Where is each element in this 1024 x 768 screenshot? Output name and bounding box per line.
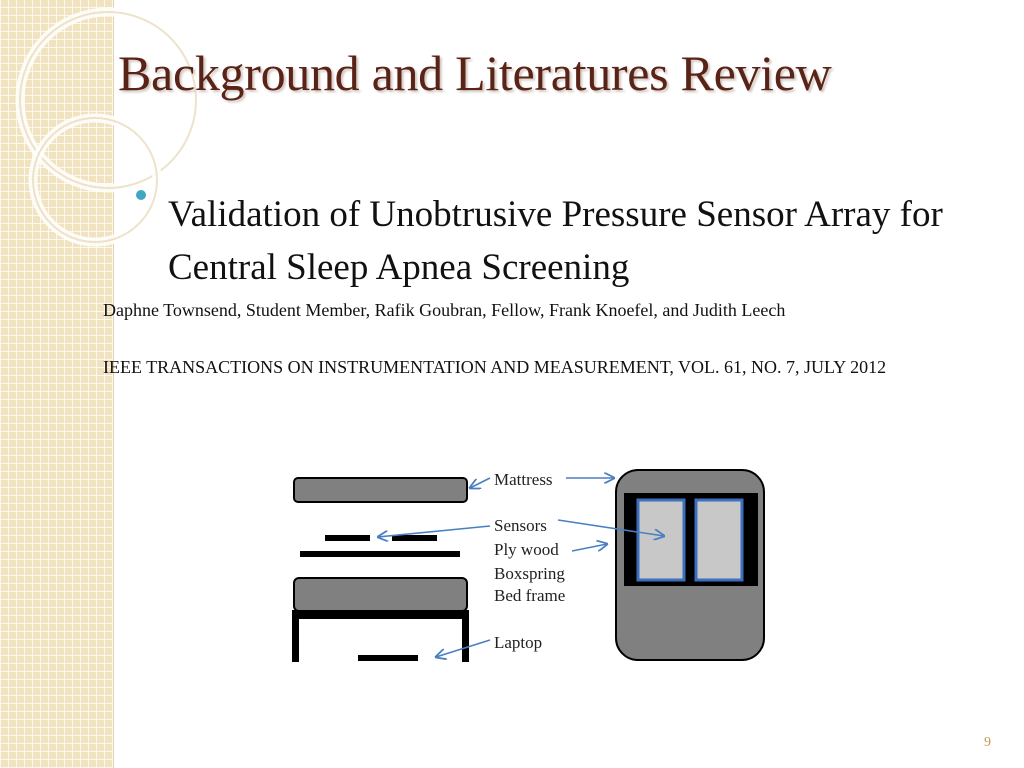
sensor-array-left <box>638 500 684 580</box>
boxspring-shape <box>294 578 467 611</box>
paper-authors: Daphne Townsend, Student Member, Rafik Goubran, Fellow, Frank Knoefel, and Judith Leech <box>103 300 786 320</box>
paper-journal: IEEE TRANSACTIONS ON INSTRUMENTATION AND MEASUREMENT, VOL. 61, NO. 7, JULY 2012 <box>103 357 887 377</box>
plywood-shape <box>300 551 460 557</box>
page-number: 9 <box>984 735 991 750</box>
laptop-shape <box>358 655 418 661</box>
bullet-paper-title: Validation of Unobtrusive Pressure Sensor Array for Central Sleep Apnea Screening <box>168 194 943 288</box>
label-boxspring: Boxspring <box>494 564 565 583</box>
bed-frame-top <box>292 610 469 619</box>
bed-frame-leg-right <box>462 610 469 662</box>
label-sensors: Sensors <box>494 516 547 535</box>
sensor-bar-left <box>325 535 370 541</box>
label-mattress: Mattress <box>494 470 553 489</box>
bed-frame-leg-left <box>292 610 299 662</box>
mattress-shape <box>294 478 467 502</box>
slide-title: Background and Literatures Review <box>118 45 832 101</box>
sensor-bar-right <box>392 535 437 541</box>
label-plywood: Ply wood <box>494 540 559 559</box>
sensor-array-right <box>696 500 742 580</box>
label-laptop: Laptop <box>494 633 543 652</box>
label-bed-frame: Bed frame <box>494 586 566 605</box>
